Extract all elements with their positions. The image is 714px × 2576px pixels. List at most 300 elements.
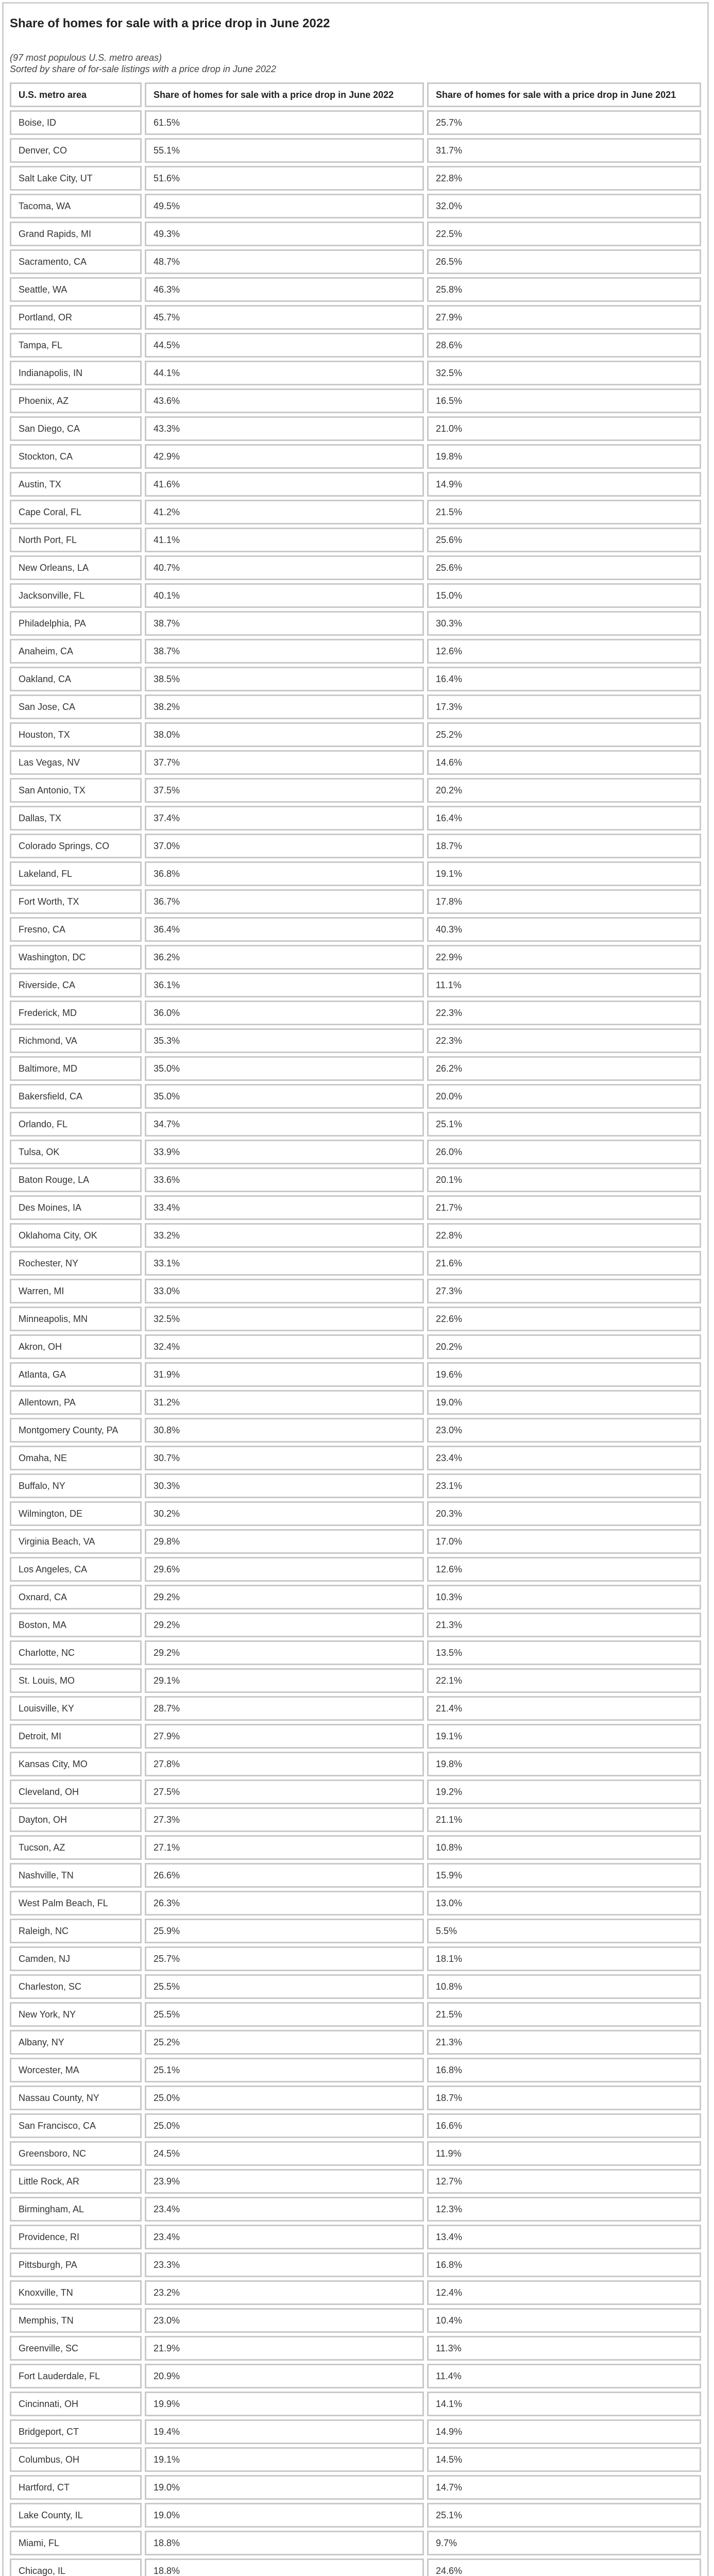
table-row <box>10 806 701 834</box>
share-2021-cell: 23.1% <box>427 1473 701 1498</box>
table-row <box>10 388 701 416</box>
table-row <box>10 138 701 166</box>
table-row <box>10 2113 701 2141</box>
table-row <box>10 2336 701 2364</box>
share-2022-cell: 36.2% <box>145 945 424 970</box>
metro-area-cell: Louisville, KY <box>10 1696 142 1721</box>
metro-area-cell: Hartford, CT <box>10 2475 142 2500</box>
share-2022-cell: 23.4% <box>145 2197 424 2222</box>
table-row <box>10 1279 701 1307</box>
table-row <box>10 861 701 889</box>
share-2021-cell: 16.4% <box>427 806 701 831</box>
metro-area-cell: Cleveland, OH <box>10 1780 142 1804</box>
metro-area-cell: Baton Rouge, LA <box>10 1167 142 1192</box>
metro-area-cell: Austin, TX <box>10 472 142 497</box>
share-2021-cell: 21.6% <box>427 1251 701 1276</box>
share-2021-cell: 26.5% <box>427 249 701 274</box>
share-2022-cell: 35.3% <box>145 1028 424 1053</box>
table-row <box>10 778 701 806</box>
table-row <box>10 1585 701 1613</box>
share-2022-cell: 31.9% <box>145 1362 424 1387</box>
share-2022-cell: 19.0% <box>145 2475 424 2500</box>
metro-area-cell: Anaheim, CA <box>10 639 142 664</box>
table-row <box>10 1835 701 1863</box>
metro-area-cell: Tucson, AZ <box>10 1835 142 1860</box>
share-2022-cell: 25.2% <box>145 2030 424 2055</box>
table-row <box>10 500 701 528</box>
share-2022-cell: 30.2% <box>145 1501 424 1526</box>
share-2022-cell: 43.6% <box>145 388 424 413</box>
share-2021-cell: 21.5% <box>427 500 701 524</box>
metro-area-cell: West Palm Beach, FL <box>10 1891 142 1916</box>
share-2021-cell: 25.1% <box>427 2503 701 2528</box>
share-2021-cell: 21.5% <box>427 2002 701 2027</box>
share-2022-cell: 49.5% <box>145 194 424 218</box>
table-row <box>10 2475 701 2503</box>
table-row <box>10 2002 701 2030</box>
share-2022-cell: 18.8% <box>145 2558 424 2576</box>
table-row <box>10 1807 701 1835</box>
metro-area-cell: Boise, ID <box>10 110 142 135</box>
table-row <box>10 2503 701 2531</box>
share-2022-cell: 33.1% <box>145 1251 424 1276</box>
metro-area-cell: Bridgeport, CT <box>10 2419 142 2444</box>
share-2021-cell: 22.5% <box>427 222 701 246</box>
share-2022-cell: 42.9% <box>145 444 424 469</box>
table-row <box>10 361 701 388</box>
metro-area-cell: San Jose, CA <box>10 694 142 719</box>
share-2022-cell: 41.1% <box>145 528 424 552</box>
share-2021-cell: 23.0% <box>427 1418 701 1443</box>
share-2021-cell: 12.3% <box>427 2197 701 2222</box>
share-2021-cell: 32.5% <box>427 361 701 385</box>
table-row <box>10 2280 701 2308</box>
share-2021-cell: 21.0% <box>427 416 701 441</box>
table-row <box>10 444 701 472</box>
table-row <box>10 639 701 667</box>
table-row <box>10 1001 701 1028</box>
table-row <box>10 1167 701 1195</box>
share-2021-cell: 21.3% <box>427 2030 701 2055</box>
metro-area-cell: Wilmington, DE <box>10 1501 142 1526</box>
share-2022-cell: 37.0% <box>145 834 424 858</box>
share-2021-cell: 14.9% <box>427 2419 701 2444</box>
metro-area-cell: North Port, FL <box>10 528 142 552</box>
share-2021-cell: 15.9% <box>427 1863 701 1888</box>
metro-area-cell: Riverside, CA <box>10 973 142 997</box>
share-2021-cell: 16.8% <box>427 2058 701 2082</box>
metro-area-cell: Atlanta, GA <box>10 1362 142 1387</box>
metro-area-cell: Houston, TX <box>10 722 142 747</box>
table-row <box>10 305 701 333</box>
table-row <box>10 889 701 917</box>
share-2022-cell: 33.6% <box>145 1167 424 1192</box>
metro-area-cell: Denver, CO <box>10 138 142 163</box>
table-row <box>10 667 701 694</box>
share-2022-cell: 36.0% <box>145 1001 424 1025</box>
share-2021-cell: 18.1% <box>427 1946 701 1971</box>
table-row <box>10 277 701 305</box>
share-2021-cell: 23.4% <box>427 1446 701 1470</box>
table-row <box>10 249 701 277</box>
metro-area-cell: Dayton, OH <box>10 1807 142 1832</box>
metro-area-cell: Cincinnati, OH <box>10 2392 142 2416</box>
metro-area-cell: Dallas, TX <box>10 806 142 831</box>
metro-area-cell: Kansas City, MO <box>10 1752 142 1776</box>
share-2022-cell: 37.7% <box>145 750 424 775</box>
table-row <box>10 583 701 611</box>
metro-area-cell: Orlando, FL <box>10 1112 142 1137</box>
share-2022-cell: 26.3% <box>145 1891 424 1916</box>
metro-area-cell: San Diego, CA <box>10 416 142 441</box>
share-2022-cell: 49.3% <box>145 222 424 246</box>
share-2022-cell: 31.2% <box>145 1390 424 1415</box>
metro-area-cell: Lake County, IL <box>10 2503 142 2528</box>
share-2022-cell: 33.0% <box>145 1279 424 1303</box>
table-row <box>10 1223 701 1251</box>
table-row <box>10 1557 701 1585</box>
share-2021-cell: 13.4% <box>427 2225 701 2249</box>
metro-area-cell: Phoenix, AZ <box>10 388 142 413</box>
metro-area-cell: Seattle, WA <box>10 277 142 302</box>
table-row <box>10 1084 701 1112</box>
metro-area-cell: Fort Worth, TX <box>10 889 142 914</box>
metro-area-cell: Los Angeles, CA <box>10 1557 142 1582</box>
share-2022-cell: 29.1% <box>145 1668 424 1693</box>
metro-area-cell: Jacksonville, FL <box>10 583 142 608</box>
metro-area-cell: Charlotte, NC <box>10 1640 142 1665</box>
share-2022-cell: 29.6% <box>145 1557 424 1582</box>
share-2022-cell: 21.9% <box>145 2336 424 2361</box>
table-row <box>10 2419 701 2447</box>
metro-area-cell: Tulsa, OK <box>10 1140 142 1164</box>
page-title: Share of homes for sale with a price drop in June 2022 <box>10 16 330 30</box>
share-2021-cell: 16.5% <box>427 388 701 413</box>
share-2021-cell: 25.6% <box>427 528 701 552</box>
share-2022-cell: 29.2% <box>145 1613 424 1637</box>
share-2021-cell: 19.2% <box>427 1780 701 1804</box>
table-row <box>10 2392 701 2419</box>
share-2021-cell: 22.8% <box>427 1223 701 1248</box>
share-2021-cell: 26.2% <box>427 1056 701 1081</box>
share-2021-cell: 12.4% <box>427 2280 701 2305</box>
metro-area-cell: Frederick, MD <box>10 1001 142 1025</box>
share-2022-cell: 27.9% <box>145 1724 424 1749</box>
share-2021-cell: 22.1% <box>427 1668 701 1693</box>
metro-area-cell: Boston, MA <box>10 1613 142 1637</box>
metro-area-cell: San Francisco, CA <box>10 2113 142 2138</box>
share-2021-cell: 10.8% <box>427 1835 701 1860</box>
share-2022-cell: 41.6% <box>145 472 424 497</box>
share-2021-cell: 14.5% <box>427 2447 701 2472</box>
table-row <box>10 555 701 583</box>
share-2021-cell: 22.3% <box>427 1001 701 1025</box>
metro-area-cell: Salt Lake City, UT <box>10 166 142 191</box>
table-row <box>10 1473 701 1501</box>
metro-area-cell: Stockton, CA <box>10 444 142 469</box>
share-2021-cell: 21.7% <box>427 1195 701 1220</box>
share-2022-cell: 38.5% <box>145 667 424 691</box>
table-row <box>10 1780 701 1807</box>
share-2021-cell: 32.0% <box>427 194 701 218</box>
metro-area-cell: Grand Rapids, MI <box>10 222 142 246</box>
share-2021-cell: 18.7% <box>427 2086 701 2110</box>
share-2022-cell: 38.7% <box>145 639 424 664</box>
share-2021-cell: 19.8% <box>427 1752 701 1776</box>
share-2022-cell: 23.3% <box>145 2252 424 2277</box>
table-row <box>10 2531 701 2558</box>
share-2022-cell: 23.0% <box>145 2308 424 2333</box>
table-row <box>10 1752 701 1780</box>
share-2021-cell: 25.2% <box>427 722 701 747</box>
table-row <box>10 1501 701 1529</box>
share-2021-cell: 17.0% <box>427 1529 701 1554</box>
metro-area-cell: Nassau County, NY <box>10 2086 142 2110</box>
share-2022-cell: 48.7% <box>145 249 424 274</box>
table-row <box>10 333 701 361</box>
share-2021-cell: 40.3% <box>427 917 701 942</box>
share-2022-cell: 30.7% <box>145 1446 424 1470</box>
metro-area-cell: Nashville, TN <box>10 1863 142 1888</box>
share-2021-cell: 10.3% <box>427 1585 701 1609</box>
share-2022-cell: 25.1% <box>145 2058 424 2082</box>
share-2022-cell: 36.1% <box>145 973 424 997</box>
share-2021-cell: 21.3% <box>427 1613 701 1637</box>
share-2022-cell: 36.4% <box>145 917 424 942</box>
share-2021-cell: 25.8% <box>427 277 701 302</box>
share-2021-cell: 25.1% <box>427 1112 701 1137</box>
table-row <box>10 1418 701 1446</box>
metro-area-cell: Camden, NJ <box>10 1946 142 1971</box>
share-2021-cell: 18.7% <box>427 834 701 858</box>
share-2021-cell: 22.3% <box>427 1028 701 1053</box>
share-2021-cell: 15.0% <box>427 583 701 608</box>
share-2021-cell: 20.1% <box>427 1167 701 1192</box>
metro-area-cell: Knoxville, TN <box>10 2280 142 2305</box>
table-row <box>10 1529 701 1557</box>
share-2022-cell: 37.5% <box>145 778 424 803</box>
share-2022-cell: 44.1% <box>145 361 424 385</box>
share-2022-cell: 46.3% <box>145 277 424 302</box>
metro-area-cell: Charleston, SC <box>10 1974 142 1999</box>
table-row <box>10 750 701 778</box>
share-2022-cell: 25.5% <box>145 1974 424 1999</box>
share-2022-cell: 29.8% <box>145 1529 424 1554</box>
share-2022-cell: 19.4% <box>145 2419 424 2444</box>
table-row <box>10 2308 701 2336</box>
share-2022-cell: 25.0% <box>145 2086 424 2110</box>
table-row <box>10 2447 701 2475</box>
table-row <box>10 973 701 1001</box>
table-row <box>10 1028 701 1056</box>
share-2022-cell: 25.0% <box>145 2113 424 2138</box>
table-row <box>10 2058 701 2086</box>
share-2022-cell: 27.1% <box>145 1835 424 1860</box>
share-2022-cell: 51.6% <box>145 166 424 191</box>
share-2022-cell: 43.3% <box>145 416 424 441</box>
table-row <box>10 611 701 639</box>
share-2022-cell: 33.2% <box>145 1223 424 1248</box>
share-2022-cell: 45.7% <box>145 305 424 330</box>
metro-area-cell: Minneapolis, MN <box>10 1307 142 1331</box>
metro-area-cell: Washington, DC <box>10 945 142 970</box>
metro-area-cell: Virginia Beach, VA <box>10 1529 142 1554</box>
metro-area-cell: Little Rock, AR <box>10 2169 142 2194</box>
metro-area-cell: New York, NY <box>10 2002 142 2027</box>
metro-area-cell: Omaha, NE <box>10 1446 142 1470</box>
share-2022-cell: 24.5% <box>145 2141 424 2166</box>
table-row <box>10 1891 701 1919</box>
metro-area-cell: Lakeland, FL <box>10 861 142 886</box>
metro-area-cell: Detroit, MI <box>10 1724 142 1749</box>
share-2022-cell: 35.0% <box>145 1056 424 1081</box>
metro-area-cell: San Antonio, TX <box>10 778 142 803</box>
share-2021-cell: 17.3% <box>427 694 701 719</box>
table-row <box>10 1251 701 1279</box>
table-row <box>10 472 701 500</box>
column-header-metro: U.S. metro area <box>10 82 142 107</box>
share-2021-cell: 14.9% <box>427 472 701 497</box>
share-2021-cell: 30.3% <box>427 611 701 636</box>
share-2021-cell: 25.7% <box>427 110 701 135</box>
share-2022-cell: 38.2% <box>145 694 424 719</box>
share-2021-cell: 27.9% <box>427 305 701 330</box>
table-row <box>10 694 701 722</box>
share-2022-cell: 28.7% <box>145 1696 424 1721</box>
metro-area-cell: Indianapolis, IN <box>10 361 142 385</box>
table-row <box>10 1446 701 1473</box>
metro-area-cell: Akron, OH <box>10 1334 142 1359</box>
share-2022-cell: 25.5% <box>145 2002 424 2027</box>
share-2021-cell: 12.6% <box>427 639 701 664</box>
share-2021-cell: 19.8% <box>427 444 701 469</box>
table-row <box>10 1919 701 1946</box>
metro-area-cell: Allentown, PA <box>10 1390 142 1415</box>
share-2021-cell: 20.2% <box>427 778 701 803</box>
table-row <box>10 1390 701 1418</box>
metro-area-cell: Providence, RI <box>10 2225 142 2249</box>
share-2022-cell: 23.4% <box>145 2225 424 2249</box>
metro-area-cell: Tampa, FL <box>10 333 142 358</box>
table-row <box>10 194 701 222</box>
share-2021-cell: 11.9% <box>427 2141 701 2166</box>
share-2021-cell: 13.5% <box>427 1640 701 1665</box>
metro-area-cell: Birmingham, AL <box>10 2197 142 2222</box>
share-2022-cell: 27.5% <box>145 1780 424 1804</box>
table-row <box>10 2169 701 2197</box>
metro-area-cell: Greensboro, NC <box>10 2141 142 2166</box>
share-2022-cell: 19.1% <box>145 2447 424 2472</box>
table-row <box>10 528 701 555</box>
share-2021-cell: 24.6% <box>427 2558 701 2576</box>
share-2021-cell: 20.2% <box>427 1334 701 1359</box>
metro-area-cell: Worcester, MA <box>10 2058 142 2082</box>
share-2022-cell: 19.9% <box>145 2392 424 2416</box>
share-2022-cell: 61.5% <box>145 110 424 135</box>
table-row <box>10 834 701 861</box>
share-2021-cell: 21.1% <box>427 1807 701 1832</box>
table-row <box>10 2141 701 2169</box>
share-2021-cell: 14.6% <box>427 750 701 775</box>
metro-area-cell: Montgomery County, PA <box>10 1418 142 1443</box>
share-2021-cell: 28.6% <box>427 333 701 358</box>
share-2022-cell: 32.4% <box>145 1334 424 1359</box>
table-row <box>10 2086 701 2113</box>
metro-area-cell: Rochester, NY <box>10 1251 142 1276</box>
table-body <box>10 110 701 2576</box>
metro-area-cell: Richmond, VA <box>10 1028 142 1053</box>
share-2021-cell: 19.1% <box>427 1724 701 1749</box>
table-row <box>10 1724 701 1752</box>
share-2022-cell: 27.8% <box>145 1752 424 1776</box>
metro-area-cell: Tacoma, WA <box>10 194 142 218</box>
share-2022-cell: 25.9% <box>145 1919 424 1943</box>
share-2022-cell: 20.9% <box>145 2364 424 2388</box>
metro-area-cell: Cape Coral, FL <box>10 500 142 524</box>
share-2022-cell: 55.1% <box>145 138 424 163</box>
metro-area-cell: Oxnard, CA <box>10 1585 142 1609</box>
metro-area-cell: Las Vegas, NV <box>10 750 142 775</box>
share-2021-cell: 16.8% <box>427 2252 701 2277</box>
share-2021-cell: 10.4% <box>427 2308 701 2333</box>
share-2022-cell: 38.0% <box>145 722 424 747</box>
metro-area-cell: Albany, NY <box>10 2030 142 2055</box>
share-2022-cell: 44.5% <box>145 333 424 358</box>
column-header-2021: Share of homes for sale with a price drop in June 2021 <box>427 82 701 107</box>
share-2021-cell: 19.0% <box>427 1390 701 1415</box>
table-row <box>10 945 701 973</box>
share-2022-cell: 26.6% <box>145 1863 424 1888</box>
share-2022-cell: 23.2% <box>145 2280 424 2305</box>
metro-area-cell: Warren, MI <box>10 1279 142 1303</box>
share-2022-cell: 27.3% <box>145 1807 424 1832</box>
metro-area-cell: Bakersfield, CA <box>10 1084 142 1109</box>
share-2022-cell: 25.7% <box>145 1946 424 1971</box>
metro-area-cell: Colorado Springs, CO <box>10 834 142 858</box>
share-2022-cell: 18.8% <box>145 2531 424 2555</box>
share-2022-cell: 33.9% <box>145 1140 424 1164</box>
table-row <box>10 1334 701 1362</box>
share-2021-cell: 11.3% <box>427 2336 701 2361</box>
table-row <box>10 1307 701 1334</box>
metro-area-cell: Baltimore, MD <box>10 1056 142 1081</box>
table-row <box>10 1668 701 1696</box>
share-2021-cell: 27.3% <box>427 1279 701 1303</box>
table-row <box>10 2030 701 2058</box>
share-2022-cell: 41.2% <box>145 500 424 524</box>
metro-area-cell: Raleigh, NC <box>10 1919 142 1943</box>
share-2021-cell: 10.8% <box>427 1974 701 1999</box>
table-row <box>10 2225 701 2252</box>
share-2021-cell: 13.0% <box>427 1891 701 1916</box>
share-2021-cell: 21.4% <box>427 1696 701 1721</box>
share-2021-cell: 22.9% <box>427 945 701 970</box>
table-row <box>10 1640 701 1668</box>
metro-area-cell: Oklahoma City, OK <box>10 1223 142 1248</box>
share-2022-cell: 30.3% <box>145 1473 424 1498</box>
share-2022-cell: 37.4% <box>145 806 424 831</box>
table-row <box>10 1112 701 1140</box>
table-row <box>10 1195 701 1223</box>
share-2022-cell: 40.7% <box>145 555 424 580</box>
share-2022-cell: 34.7% <box>145 1112 424 1137</box>
share-2022-cell: 40.1% <box>145 583 424 608</box>
table-row <box>10 2197 701 2225</box>
share-2021-cell: 11.1% <box>427 973 701 997</box>
share-2021-cell: 16.6% <box>427 2113 701 2138</box>
share-2022-cell: 35.0% <box>145 1084 424 1109</box>
metro-area-cell: Philadelphia, PA <box>10 611 142 636</box>
